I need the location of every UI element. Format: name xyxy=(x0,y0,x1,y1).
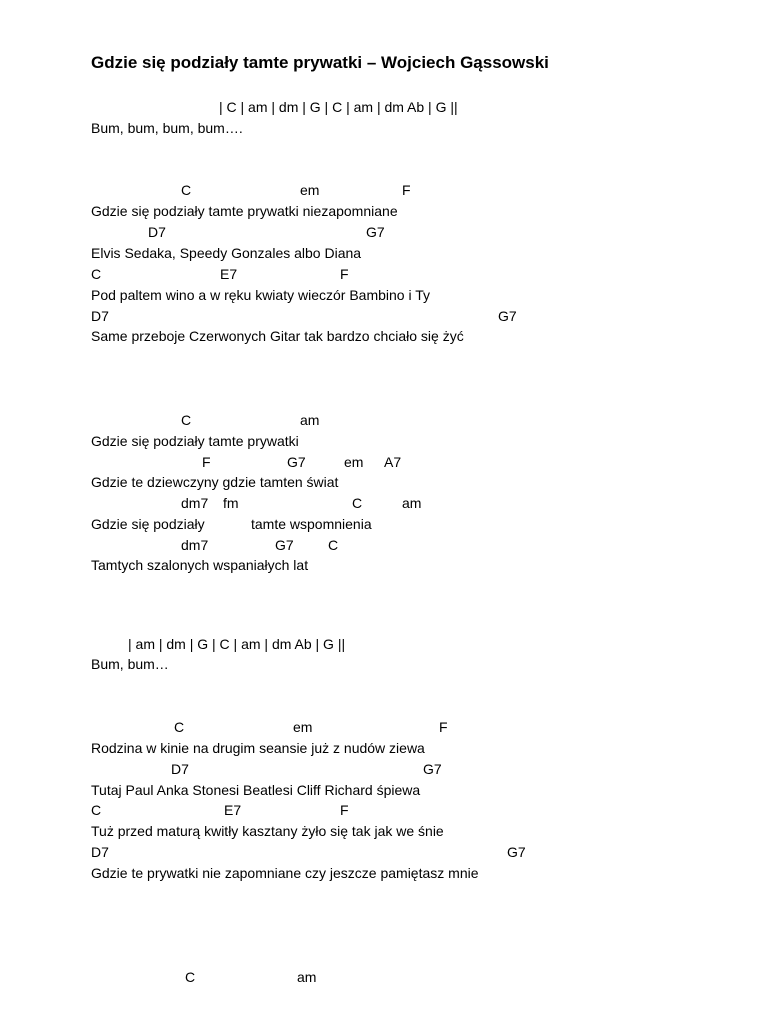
verse2-chord: C xyxy=(91,802,102,818)
chorus1-lyric-line: Gdzie się podziały xyxy=(91,516,205,532)
verse2-chord: E7 xyxy=(224,802,242,818)
verse1-chord: F xyxy=(340,266,349,282)
verse2-chord: G7 xyxy=(423,761,442,777)
verse2-chord: D7 xyxy=(171,761,189,777)
verse2-chord: F xyxy=(439,719,448,735)
interlude-lyric: Bum, bum… xyxy=(91,656,169,672)
chorus1-chord: dm7 xyxy=(181,537,209,553)
verse2-lyric-line: Rodzina w kinie na drugim seansie już z nudów ziewa xyxy=(91,740,425,756)
verse2-lyric-line: Tutaj Paul Anka Stonesi Beatlesi Cliff Richard śpiewa xyxy=(91,782,421,798)
verse1-chord: G7 xyxy=(498,308,517,324)
chorus1-chord: am xyxy=(402,495,422,511)
verse2-chord: D7 xyxy=(91,844,109,860)
intro-lyric: Bum, bum, bum, bum…. xyxy=(91,120,243,136)
chorus1-chord: F xyxy=(202,454,211,470)
verse2-chord: F xyxy=(340,802,349,818)
chorus1-chord: em xyxy=(344,454,364,470)
intro-chord-bars: | C | am | dm | G | C | am | dm Ab | G || xyxy=(219,99,458,115)
chorus2-chord: C xyxy=(185,969,196,985)
verse1-chord: D7 xyxy=(148,224,166,240)
verse2-lyric-line: Tuż przed maturą kwitły kasztany żyło się tak jak we śnie xyxy=(91,823,444,839)
verse2-chord: C xyxy=(174,719,185,735)
chorus1-lyric-line: Tamtych szalonych wspaniałych lat xyxy=(91,557,309,573)
verse1-chord: em xyxy=(300,182,320,198)
chorus1-lyric-line: tamte wspomnienia xyxy=(251,516,372,532)
verse2-lyric-line: Gdzie te prywatki nie zapomniane czy jeszcze pamiętasz mnie xyxy=(91,865,479,881)
chorus1-chord: G7 xyxy=(287,454,306,470)
verse1-lyric-line: Pod paltem wino a w ręku kwiaty wieczór Bambino i Ty xyxy=(91,287,430,303)
chorus1-chord: A7 xyxy=(384,454,402,470)
verse2-chord: em xyxy=(293,719,313,735)
verse1-chord: E7 xyxy=(220,266,238,282)
chorus1-chord: am xyxy=(300,412,320,428)
verse1-chord: F xyxy=(402,182,411,198)
chorus1-chord: dm7 xyxy=(181,495,209,511)
chorus1-chord: G7 xyxy=(275,537,294,553)
interlude-chord-bars: | am | dm | G | C | am | dm Ab | G || xyxy=(128,636,346,652)
chorus1-chord: C xyxy=(181,412,192,428)
verse1-lyric-line: Gdzie się podziały tamte prywatki niezapomniane xyxy=(91,203,398,219)
verse1-lyric-line: Elvis Sedaka, Speedy Gonzales albo Diana xyxy=(91,245,362,261)
chorus1-chord: fm xyxy=(223,495,239,511)
chorus1-chord: C xyxy=(352,495,363,511)
verse1-chord: D7 xyxy=(91,308,109,324)
verse1-lyric-line: Same przeboje Czerwonych Gitar tak bardzo chciało się żyć xyxy=(91,328,464,344)
verse1-chord: C xyxy=(181,182,192,198)
verse1-chord: G7 xyxy=(366,224,385,240)
verse1-chord: C xyxy=(91,266,102,282)
song-title: Gdzie się podziały tamte prywatki – Wojciech Gąssowski xyxy=(91,53,549,72)
chorus1-lyric-line: Gdzie te dziewczyny gdzie tamten świat xyxy=(91,474,339,490)
chorus1-lyric-line: Gdzie się podziały tamte prywatki xyxy=(91,433,299,449)
chorus2-chord: am xyxy=(297,969,317,985)
verse2-chord: G7 xyxy=(507,844,526,860)
chorus1-chord: C xyxy=(328,537,339,553)
